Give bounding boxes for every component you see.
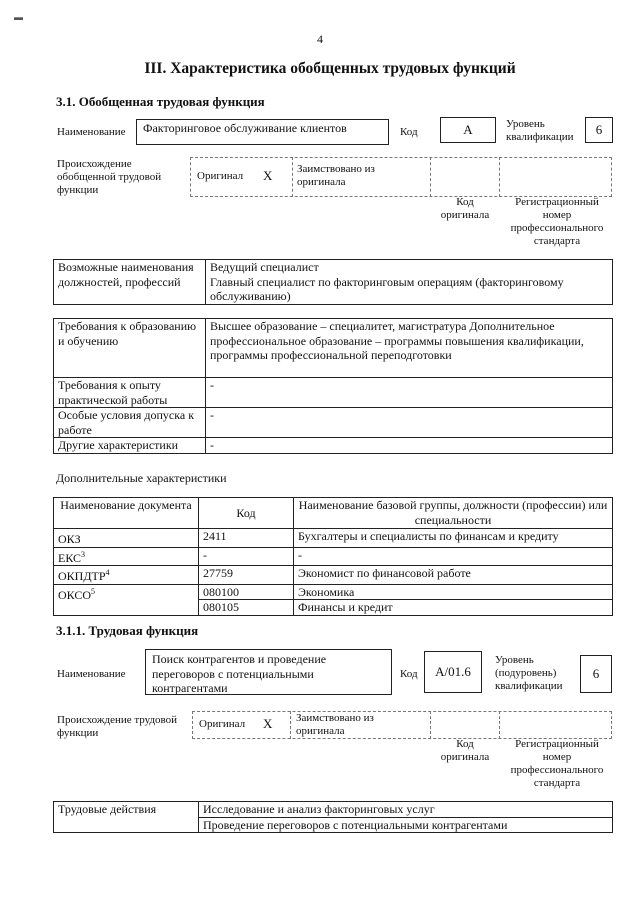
origin-divider	[499, 157, 500, 197]
origin-divider	[499, 711, 500, 739]
req-conditions-value: -	[206, 408, 613, 438]
tf-heading: 3.1.1. Трудовая функция	[56, 623, 199, 638]
row-doc: ОКСО$^5$	[54, 584, 199, 615]
tf-code-original-label: Код оригинала	[440, 738, 490, 763]
req-other-value: -	[206, 438, 613, 454]
row-code: 080105	[199, 600, 294, 616]
row-code: 080100	[199, 584, 294, 600]
tf-name-label: Наименование	[57, 668, 126, 680]
req-conditions-label: Особые условия допуска к работе	[54, 408, 206, 438]
gtf-level-value: 6	[585, 117, 613, 143]
gtf-code-value: A	[440, 117, 496, 143]
section-title: III. Характеристика обобщенных трудовых функций	[144, 60, 516, 77]
header-code: Код	[199, 498, 294, 529]
row-name: Экономист по финансовой работе	[294, 566, 613, 585]
table-row	[54, 529, 613, 548]
position-item: Главный специалист по факторинговым операциям (факторинговому обслуживанию)	[210, 274, 564, 303]
req-education-value: Высшее образование – специалитет, магистратура Дополнительное профессиональное образование – программы повышения квалификации, программы профессиональной переподготовки	[206, 319, 613, 378]
row-doc: ОКПДТР$^4$	[54, 566, 199, 585]
action-item: Исследование и анализ факторинговых услуг	[199, 802, 613, 818]
gtf-borrowed-label: Заимствовано из оригинала	[297, 163, 375, 188]
tf-name-value: Поиск контрагентов и проведение переговоров с потенциальными контрагентами	[145, 649, 392, 695]
page-number: 4	[317, 32, 323, 46]
tf-original-mark: X	[263, 716, 273, 731]
gtf-name-label: Наименование	[57, 126, 126, 138]
positions-values	[206, 260, 613, 305]
row-doc: ОКЗ	[54, 529, 199, 548]
row-code: 2411	[199, 529, 294, 548]
tf-code-value: A/01.6	[424, 651, 482, 693]
table-row	[54, 566, 613, 585]
gtf-original-label: Оригинал	[197, 170, 244, 182]
positions-table	[53, 259, 613, 305]
row-name: Бухгалтеры и специалисты по финансам и кредиту	[294, 529, 613, 548]
actions-label: Трудовые действия	[54, 802, 199, 833]
header-doc: Наименование документа	[54, 498, 199, 529]
tf-borrowed-label: Заимствовано из оригинала	[296, 712, 374, 737]
row-name: Экономика	[294, 584, 613, 600]
actions-table	[53, 801, 613, 833]
req-other-label: Другие характеристики	[54, 438, 206, 454]
req-experience-value: -	[206, 378, 613, 408]
origin-divider	[430, 711, 431, 739]
origin-divider	[430, 157, 431, 197]
positions-label: Возможные наименования должностей, профессий	[54, 260, 206, 305]
scan-mark: ▬	[14, 12, 23, 22]
header-name: Наименование базовой группы, должности (профессии) или специальности	[294, 498, 613, 529]
origin-divider	[290, 711, 291, 739]
requirements-table	[53, 318, 613, 454]
gtf-original-mark: X	[263, 168, 273, 183]
tf-reg-number-label: Регистрационный номер профессионального стандарта	[510, 738, 604, 789]
table-row	[54, 547, 613, 566]
req-experience-label: Требования к опыту практической работы	[54, 378, 206, 408]
tf-code-label: Код	[400, 668, 418, 680]
gtf-code-label: Код	[400, 126, 418, 138]
req-education-label: Требования к образованию и обучению	[54, 319, 206, 378]
gtf-name-value: Факторинговое обслуживание клиентов	[136, 119, 389, 145]
action-item: Проведение переговоров с потенциальными контрагентами	[199, 817, 613, 833]
gtf-reg-number-label: Регистрационный номер профессионального стандарта	[510, 196, 604, 247]
tf-original-label: Оригинал	[199, 718, 246, 730]
row-name: Финансы и кредит	[294, 600, 613, 616]
gtf-level-label: Уровень квалификации	[506, 118, 574, 143]
origin-divider	[292, 157, 293, 197]
gtf-origin-box	[190, 157, 612, 197]
gtf-heading: 3.1. Обобщенная трудовая функция	[56, 94, 265, 109]
gtf-origin-label: Происхождение обобщенной трудовой функции	[57, 158, 162, 196]
gtf-code-original-label: Код оригинала	[440, 196, 490, 221]
additional-table	[53, 497, 613, 616]
tf-origin-box	[192, 711, 612, 739]
row-name: -	[294, 547, 613, 566]
table-row	[54, 584, 613, 600]
row-code: -	[199, 547, 294, 566]
additional-title: Дополнительные характеристики	[56, 471, 227, 485]
position-item: Ведущий специалист	[210, 260, 319, 274]
row-doc: ЕКС$^3$	[54, 547, 199, 566]
tf-level-label: Уровень (подуровень) квалификации	[495, 654, 563, 692]
tf-level-value: 6	[580, 655, 612, 693]
row-code: 27759	[199, 566, 294, 585]
tf-origin-label: Происхождение трудовой функции	[57, 714, 178, 739]
